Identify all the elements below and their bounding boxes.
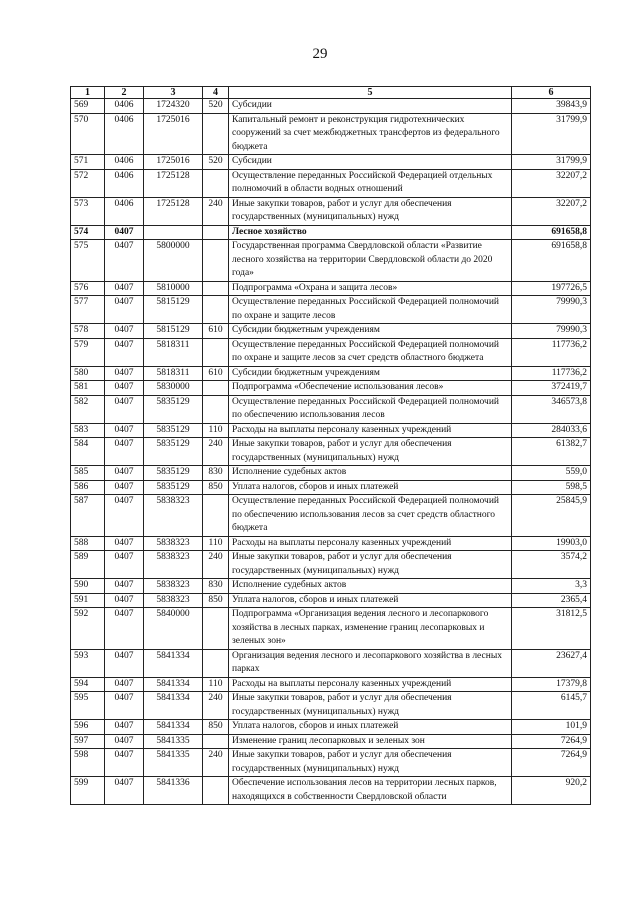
target-article-code: 5838323 bbox=[144, 579, 203, 594]
target-article-code: 5830000 bbox=[144, 381, 203, 396]
amount: 920,2 bbox=[512, 777, 591, 805]
row-number: 581 bbox=[71, 381, 105, 396]
table-row bbox=[71, 734, 591, 749]
expense-type-code: 110 bbox=[203, 423, 229, 438]
target-article-code: 5841334 bbox=[144, 692, 203, 720]
section-code: 0407 bbox=[105, 324, 144, 339]
amount: 7264,9 bbox=[512, 749, 591, 777]
table-row bbox=[71, 169, 591, 197]
item-name: Подпрограмма «Охрана и защита лесов» bbox=[229, 281, 512, 296]
target-article-code: 1725016 bbox=[144, 113, 203, 155]
section-code: 0407 bbox=[105, 480, 144, 495]
item-name: Осуществление переданных Российской Федерацией полномочий по обеспечению использования лесов bbox=[229, 395, 512, 423]
target-article-code: 1724320 bbox=[144, 99, 203, 114]
item-name: Подпрограмма «Организация ведения лесного и лесопаркового хозяйства в лесных парках, изменение границ лесопарковых и зеленых зон» bbox=[229, 608, 512, 650]
row-number: 584 bbox=[71, 438, 105, 466]
row-number: 586 bbox=[71, 480, 105, 495]
row-number: 597 bbox=[71, 734, 105, 749]
target-article-code: 5835129 bbox=[144, 423, 203, 438]
amount: 32207,2 bbox=[512, 197, 591, 225]
item-name: Исполнение судебных актов bbox=[229, 579, 512, 594]
row-number: 570 bbox=[71, 113, 105, 155]
row-number: 573 bbox=[71, 197, 105, 225]
table-row bbox=[71, 551, 591, 579]
budget-table bbox=[70, 86, 591, 805]
row-number: 574 bbox=[71, 225, 105, 240]
amount: 117736,2 bbox=[512, 366, 591, 381]
row-number: 591 bbox=[71, 593, 105, 608]
expense-type-code bbox=[203, 495, 229, 537]
table-row bbox=[71, 495, 591, 537]
target-article-code: 1725128 bbox=[144, 169, 203, 197]
table-row bbox=[71, 423, 591, 438]
item-name: Субсидии бюджетным учреждениям bbox=[229, 324, 512, 339]
expense-type-code bbox=[203, 281, 229, 296]
table-row bbox=[71, 366, 591, 381]
item-name: Субсидии бюджетным учреждениям bbox=[229, 366, 512, 381]
item-name: Субсидии bbox=[229, 155, 512, 170]
amount: 691658,8 bbox=[512, 240, 591, 282]
row-number: 583 bbox=[71, 423, 105, 438]
amount: 2365,4 bbox=[512, 593, 591, 608]
row-number: 575 bbox=[71, 240, 105, 282]
amount: 39843,9 bbox=[512, 99, 591, 114]
section-code: 0407 bbox=[105, 551, 144, 579]
table-row bbox=[71, 395, 591, 423]
expense-type-code: 520 bbox=[203, 155, 229, 170]
amount: 3574,2 bbox=[512, 551, 591, 579]
expense-type-code bbox=[203, 296, 229, 324]
amount: 7264,9 bbox=[512, 734, 591, 749]
table-row bbox=[71, 480, 591, 495]
item-name: Осуществление переданных Российской Федерацией полномочий по обеспечению использования лесов за счет средств областного бюджета bbox=[229, 495, 512, 537]
table-row bbox=[71, 720, 591, 735]
expense-type-code bbox=[203, 225, 229, 240]
section-code: 0406 bbox=[105, 155, 144, 170]
amount: 559,0 bbox=[512, 466, 591, 481]
amount: 25845,9 bbox=[512, 495, 591, 537]
table-row bbox=[71, 649, 591, 677]
row-number: 596 bbox=[71, 720, 105, 735]
section-code: 0407 bbox=[105, 438, 144, 466]
expense-type-code: 850 bbox=[203, 480, 229, 495]
item-name: Иные закупки товаров, работ и услуг для обеспечения государственных (муниципальных) нужд bbox=[229, 551, 512, 579]
row-number: 569 bbox=[71, 99, 105, 114]
expense-type-code: 610 bbox=[203, 324, 229, 339]
table-row bbox=[71, 240, 591, 282]
section-code: 0407 bbox=[105, 677, 144, 692]
section-code: 0407 bbox=[105, 495, 144, 537]
amount: 598,5 bbox=[512, 480, 591, 495]
expense-type-code bbox=[203, 608, 229, 650]
target-article-code bbox=[144, 225, 203, 240]
amount: 79990,3 bbox=[512, 324, 591, 339]
section-code: 0407 bbox=[105, 749, 144, 777]
section-code: 0406 bbox=[105, 99, 144, 114]
target-article-code: 5835129 bbox=[144, 395, 203, 423]
section-code: 0407 bbox=[105, 240, 144, 282]
item-name: Иные закупки товаров, работ и услуг для обеспечения государственных (муниципальных) нужд bbox=[229, 692, 512, 720]
section-code: 0407 bbox=[105, 423, 144, 438]
item-name: Расходы на выплаты персоналу казенных учреждений bbox=[229, 677, 512, 692]
table-row bbox=[71, 692, 591, 720]
expense-type-code: 830 bbox=[203, 466, 229, 481]
target-article-code: 5815129 bbox=[144, 324, 203, 339]
section-code: 0407 bbox=[105, 720, 144, 735]
header-col-6: 6 bbox=[512, 87, 591, 99]
expense-type-code bbox=[203, 338, 229, 366]
amount: 117736,2 bbox=[512, 338, 591, 366]
table-row bbox=[71, 536, 591, 551]
item-name: Субсидии bbox=[229, 99, 512, 114]
header-col-2: 2 bbox=[105, 87, 144, 99]
item-name: Уплата налогов, сборов и иных платежей bbox=[229, 480, 512, 495]
amount: 79990,3 bbox=[512, 296, 591, 324]
row-number: 599 bbox=[71, 777, 105, 805]
item-name: Расходы на выплаты персоналу казенных учреждений bbox=[229, 536, 512, 551]
row-number: 585 bbox=[71, 466, 105, 481]
section-code: 0407 bbox=[105, 777, 144, 805]
table-body bbox=[71, 99, 591, 805]
page-number: 29 bbox=[312, 46, 328, 62]
row-number: 577 bbox=[71, 296, 105, 324]
table-row bbox=[71, 197, 591, 225]
section-code: 0406 bbox=[105, 197, 144, 225]
amount: 19903,0 bbox=[512, 536, 591, 551]
table-row bbox=[71, 324, 591, 339]
table-row bbox=[71, 225, 591, 240]
expense-type-code bbox=[203, 113, 229, 155]
target-article-code: 5818311 bbox=[144, 338, 203, 366]
row-number: 589 bbox=[71, 551, 105, 579]
section-code: 0406 bbox=[105, 113, 144, 155]
section-code: 0407 bbox=[105, 579, 144, 594]
expense-type-code: 240 bbox=[203, 749, 229, 777]
target-article-code: 5835129 bbox=[144, 438, 203, 466]
target-article-code: 5841334 bbox=[144, 649, 203, 677]
section-code: 0407 bbox=[105, 536, 144, 551]
item-name: Иные закупки товаров, работ и услуг для обеспечения государственных (муниципальных) нужд bbox=[229, 438, 512, 466]
amount: 6145,7 bbox=[512, 692, 591, 720]
amount: 31799,9 bbox=[512, 155, 591, 170]
amount: 284033,6 bbox=[512, 423, 591, 438]
expense-type-code bbox=[203, 240, 229, 282]
target-article-code: 5841335 bbox=[144, 749, 203, 777]
section-code: 0407 bbox=[105, 734, 144, 749]
expense-type-code: 110 bbox=[203, 536, 229, 551]
expense-type-code bbox=[203, 777, 229, 805]
table-row bbox=[71, 281, 591, 296]
table-row bbox=[71, 777, 591, 805]
item-name: Государственная программа Свердловской области «Развитие лесного хозяйства на территории Свердловской области до 2020 года» bbox=[229, 240, 512, 282]
target-article-code: 5838323 bbox=[144, 593, 203, 608]
section-code: 0407 bbox=[105, 225, 144, 240]
row-number: 582 bbox=[71, 395, 105, 423]
row-number: 572 bbox=[71, 169, 105, 197]
header-col-4: 4 bbox=[203, 87, 229, 99]
target-article-code: 5841334 bbox=[144, 720, 203, 735]
row-number: 587 bbox=[71, 495, 105, 537]
item-name: Осуществление переданных Российской Федерацией отдельных полномочий в области водных отношений bbox=[229, 169, 512, 197]
item-name: Уплата налогов, сборов и иных платежей bbox=[229, 593, 512, 608]
expense-type-code: 850 bbox=[203, 593, 229, 608]
item-name: Капитальный ремонт и реконструкция гидротехнических сооружений за счет межбюджетных трансфертов из федерального бюджета bbox=[229, 113, 512, 155]
row-number: 571 bbox=[71, 155, 105, 170]
row-number: 598 bbox=[71, 749, 105, 777]
item-name: Изменение границ лесопарковых и зеленых зон bbox=[229, 734, 512, 749]
table-row bbox=[71, 99, 591, 114]
target-article-code: 5841335 bbox=[144, 734, 203, 749]
item-name: Расходы на выплаты персоналу казенных учреждений bbox=[229, 423, 512, 438]
item-name: Осуществление переданных Российской Федерацией полномочий по охране и защите лесов bbox=[229, 296, 512, 324]
section-code: 0407 bbox=[105, 593, 144, 608]
table-row bbox=[71, 677, 591, 692]
target-article-code: 5838323 bbox=[144, 551, 203, 579]
target-article-code: 5838323 bbox=[144, 536, 203, 551]
target-article-code: 5810000 bbox=[144, 281, 203, 296]
item-name: Иные закупки товаров, работ и услуг для обеспечения государственных (муниципальных) нужд bbox=[229, 749, 512, 777]
section-code: 0407 bbox=[105, 395, 144, 423]
table-row bbox=[71, 381, 591, 396]
section-code: 0407 bbox=[105, 466, 144, 481]
target-article-code: 5835129 bbox=[144, 480, 203, 495]
expense-type-code bbox=[203, 734, 229, 749]
target-article-code: 5841334 bbox=[144, 677, 203, 692]
section-code: 0407 bbox=[105, 296, 144, 324]
target-article-code: 5800000 bbox=[144, 240, 203, 282]
target-article-code: 5840000 bbox=[144, 608, 203, 650]
item-name: Иные закупки товаров, работ и услуг для обеспечения государственных (муниципальных) нужд bbox=[229, 197, 512, 225]
amount: 31799,9 bbox=[512, 113, 591, 155]
section-code: 0406 bbox=[105, 169, 144, 197]
item-name: Осуществление переданных Российской Федерацией полномочий по охране и защите лесов за счет средств областного бюджета bbox=[229, 338, 512, 366]
item-name: Организация ведения лесного и лесопаркового хозяйства в лесных парках bbox=[229, 649, 512, 677]
amount: 101,9 bbox=[512, 720, 591, 735]
amount: 23627,4 bbox=[512, 649, 591, 677]
section-code: 0407 bbox=[105, 281, 144, 296]
row-number: 578 bbox=[71, 324, 105, 339]
table-row bbox=[71, 466, 591, 481]
table-row bbox=[71, 593, 591, 608]
header-col-1: 1 bbox=[71, 87, 105, 99]
row-number: 594 bbox=[71, 677, 105, 692]
header-col-3: 3 bbox=[144, 87, 203, 99]
item-name: Обеспечение использования лесов на территории лесных парков, находящихся в собственности Свердловской области bbox=[229, 777, 512, 805]
amount: 31812,5 bbox=[512, 608, 591, 650]
expense-type-code bbox=[203, 381, 229, 396]
expense-type-code: 850 bbox=[203, 720, 229, 735]
row-number: 576 bbox=[71, 281, 105, 296]
table-row bbox=[71, 155, 591, 170]
section-code: 0407 bbox=[105, 692, 144, 720]
amount: 17379,8 bbox=[512, 677, 591, 692]
item-name: Подпрограмма «Обеспечение использования лесов» bbox=[229, 381, 512, 396]
expense-type-code: 240 bbox=[203, 551, 229, 579]
expense-type-code: 240 bbox=[203, 692, 229, 720]
item-name: Уплата налогов, сборов и иных платежей bbox=[229, 720, 512, 735]
table-row bbox=[71, 338, 591, 366]
row-number: 595 bbox=[71, 692, 105, 720]
table-row bbox=[71, 579, 591, 594]
amount: 3,3 bbox=[512, 579, 591, 594]
target-article-code: 5838323 bbox=[144, 495, 203, 537]
row-number: 590 bbox=[71, 579, 105, 594]
amount: 197726,5 bbox=[512, 281, 591, 296]
row-number: 592 bbox=[71, 608, 105, 650]
table-row bbox=[71, 296, 591, 324]
amount: 61382,7 bbox=[512, 438, 591, 466]
target-article-code: 5815129 bbox=[144, 296, 203, 324]
target-article-code: 1725128 bbox=[144, 197, 203, 225]
expense-type-code bbox=[203, 649, 229, 677]
amount: 372419,7 bbox=[512, 381, 591, 396]
amount: 32207,2 bbox=[512, 169, 591, 197]
target-article-code: 1725016 bbox=[144, 155, 203, 170]
target-article-code: 5835129 bbox=[144, 466, 203, 481]
section-code: 0407 bbox=[105, 608, 144, 650]
header-col-5: 5 bbox=[229, 87, 512, 99]
expense-type-code bbox=[203, 395, 229, 423]
table-row bbox=[71, 113, 591, 155]
item-name: Исполнение судебных актов bbox=[229, 466, 512, 481]
row-number: 593 bbox=[71, 649, 105, 677]
row-number: 588 bbox=[71, 536, 105, 551]
expense-type-code: 240 bbox=[203, 438, 229, 466]
section-code: 0407 bbox=[105, 366, 144, 381]
target-article-code: 5818311 bbox=[144, 366, 203, 381]
row-number: 580 bbox=[71, 366, 105, 381]
table-row bbox=[71, 749, 591, 777]
section-code: 0407 bbox=[105, 649, 144, 677]
expense-type-code: 830 bbox=[203, 579, 229, 594]
item-name: Лесное хозяйство bbox=[229, 225, 512, 240]
amount: 346573,8 bbox=[512, 395, 591, 423]
expense-type-code: 110 bbox=[203, 677, 229, 692]
table-header-row bbox=[71, 87, 591, 99]
amount: 691658,8 bbox=[512, 225, 591, 240]
table-row bbox=[71, 438, 591, 466]
target-article-code: 5841336 bbox=[144, 777, 203, 805]
expense-type-code bbox=[203, 169, 229, 197]
section-code: 0407 bbox=[105, 338, 144, 366]
section-code: 0407 bbox=[105, 381, 144, 396]
table-row bbox=[71, 608, 591, 650]
expense-type-code: 610 bbox=[203, 366, 229, 381]
expense-type-code: 520 bbox=[203, 99, 229, 114]
row-number: 579 bbox=[71, 338, 105, 366]
expense-type-code: 240 bbox=[203, 197, 229, 225]
